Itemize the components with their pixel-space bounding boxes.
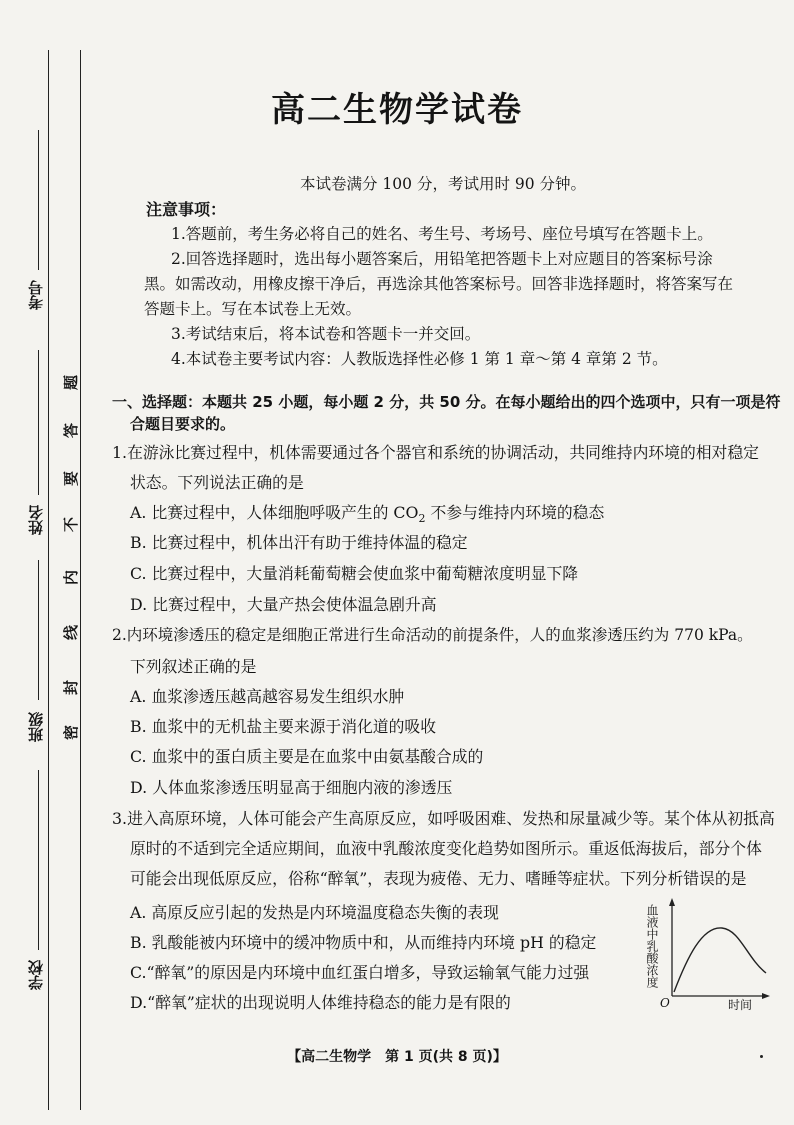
page-title: 高二生物学试卷 bbox=[271, 90, 523, 130]
question-1-stem: 1.在游泳比赛过程中，机体需要通过各个器官和系统的协调活动，共同维持内环境的相对稳定 bbox=[112, 443, 759, 462]
lactate-graph-svg bbox=[642, 898, 772, 1012]
question-1-option-d[interactable]: D. 比赛过程中，大量产热会使体温急剧升高 bbox=[130, 595, 437, 614]
section-heading-cont: 合题目要求的。 bbox=[130, 415, 236, 433]
question-2-stem: 2.内环境渗透压的稳定是细胞正常进行生命活动的前提条件，人的血浆渗透压约为 770 kPa。 bbox=[112, 626, 753, 644]
page-footer: 【高二生物学 第 1 页(共 8 页)】 bbox=[287, 1049, 507, 1065]
exam-info: 本试卷满分 100 分，考试用时 90 分钟。 bbox=[300, 175, 587, 193]
seal-char: 密 bbox=[62, 724, 81, 741]
question-3-option-c[interactable]: C.“醉氧”的原因是内环境中血红蛋白增多，导致运输氧气能力过强 bbox=[130, 963, 590, 982]
question-1-option-b[interactable]: B. 比赛过程中，机体出汗有助于维持体温的稳定 bbox=[130, 533, 468, 552]
question-2-option-c[interactable]: C. 血浆中的蛋白质主要是在血浆中由氨基酸合成的 bbox=[130, 747, 484, 766]
binding-line-outer bbox=[48, 50, 49, 1110]
seal-char: 答 bbox=[62, 422, 81, 439]
option-text: A. 比赛过程中，人体细胞呼吸产生的 CO bbox=[130, 503, 419, 522]
graph-origin: O bbox=[660, 996, 670, 1010]
seal-char: 题 bbox=[62, 374, 81, 391]
seal-char: 线 bbox=[62, 624, 81, 641]
lactate-curve bbox=[674, 928, 766, 992]
speck bbox=[760, 1055, 763, 1058]
option-text: 不参与维持内环境的稳态 bbox=[425, 503, 605, 522]
note-line: 3.考试结束后，将本试卷和答题卡一并交回。 bbox=[171, 325, 481, 343]
question-1-option-a[interactable] bbox=[130, 500, 604, 525]
question-2-stem-cont: 下列叙述正确的是 bbox=[130, 657, 257, 676]
notes-heading: 注意事项： bbox=[146, 200, 227, 219]
lactate-graph bbox=[642, 898, 772, 1012]
question-1-option-c[interactable]: C. 比赛过程中，大量消耗葡萄糖会使血浆中葡萄糖浓度明显下降 bbox=[130, 564, 579, 583]
note-line: 1.答题前，考生务必将自己的姓名、考生号、考场号、座位号填写在答题卡上。 bbox=[171, 225, 713, 243]
note-line: 2.回答选择题时，选出每小题答案后，用铅笔把答题卡上对应题目的答案标号涂 bbox=[171, 250, 713, 268]
field-label-xingming: 姓名 bbox=[27, 505, 45, 535]
question-3-stem-cont: 原时的不适到完全适应期间，血液中乳酸浓度变化趋势如图所示。重返低海拔后，部分个体 bbox=[130, 839, 762, 858]
field-line-xuexiao[interactable] bbox=[38, 770, 39, 950]
field-line-kaohao[interactable] bbox=[38, 130, 39, 270]
question-3-stem-cont: 可能会出现低原反应，俗称“醉氧”，表现为疲倦、无力、嗜睡等症状。下列分析错误的是 bbox=[130, 869, 747, 888]
graph-y-label: 血液中乳酸浓度 bbox=[645, 904, 659, 988]
y-axis-arrow bbox=[669, 898, 675, 906]
seal-char: 不 bbox=[62, 516, 81, 533]
question-1-stem-cont: 状态。下列说法正确的是 bbox=[130, 473, 304, 492]
field-line-xingming[interactable] bbox=[38, 350, 39, 495]
question-2-option-b[interactable]: B. 血浆中的无机盐主要来源于消化道的吸收 bbox=[130, 717, 436, 736]
seal-char: 内 bbox=[62, 569, 81, 586]
x-axis-arrow bbox=[762, 993, 770, 999]
subscript: 2 bbox=[418, 512, 426, 526]
question-3-stem: 3.进入高原环境，人体可能会产生高原反应，如呼吸困难、发热和尿量减少等。某个体从初抵高 bbox=[112, 809, 775, 828]
seal-char: 封 bbox=[62, 679, 81, 696]
field-line-banji[interactable] bbox=[38, 560, 39, 700]
question-3-option-d[interactable]: D.“醉氧”症状的出现说明人体维持稳态的能力是有限的 bbox=[130, 993, 511, 1012]
graph-x-label: 时间 bbox=[728, 998, 753, 1012]
question-2-option-d[interactable]: D. 人体血浆渗透压明显高于细胞内液的渗透压 bbox=[130, 778, 453, 797]
field-label-banji: 班级 bbox=[27, 712, 45, 742]
note-line: 4.本试卷主要考试内容：人教版选择性必修 1 第 1 章～第 4 章第 2 节。 bbox=[171, 350, 668, 368]
question-3-option-b[interactable]: B. 乳酸能被内环境中的缓冲物质中和，从而维持内环境 pH 的稳定 bbox=[130, 933, 597, 952]
question-2-option-a[interactable]: A. 血浆渗透压越高越容易发生组织水肿 bbox=[130, 687, 405, 706]
field-label-xuexiao: 学校 bbox=[27, 960, 45, 990]
note-line: 答题卡上。写在本试卷上无效。 bbox=[144, 300, 362, 318]
note-line: 黑。如需改动，用橡皮擦干净后，再选涂其他答案标号。回答非选择题时，将答案写在 bbox=[144, 275, 734, 293]
section-heading: 一、选择题：本题共 25 小题，每小题 2 分，共 50 分。在每小题给出的四个选项中，只有一项是符 bbox=[112, 393, 781, 411]
seal-char: 要 bbox=[62, 470, 81, 487]
question-3-option-a[interactable]: A. 高原反应引起的发热是内环境温度稳态失衡的表现 bbox=[130, 903, 499, 922]
field-label-kaohao: 考号 bbox=[27, 280, 45, 310]
